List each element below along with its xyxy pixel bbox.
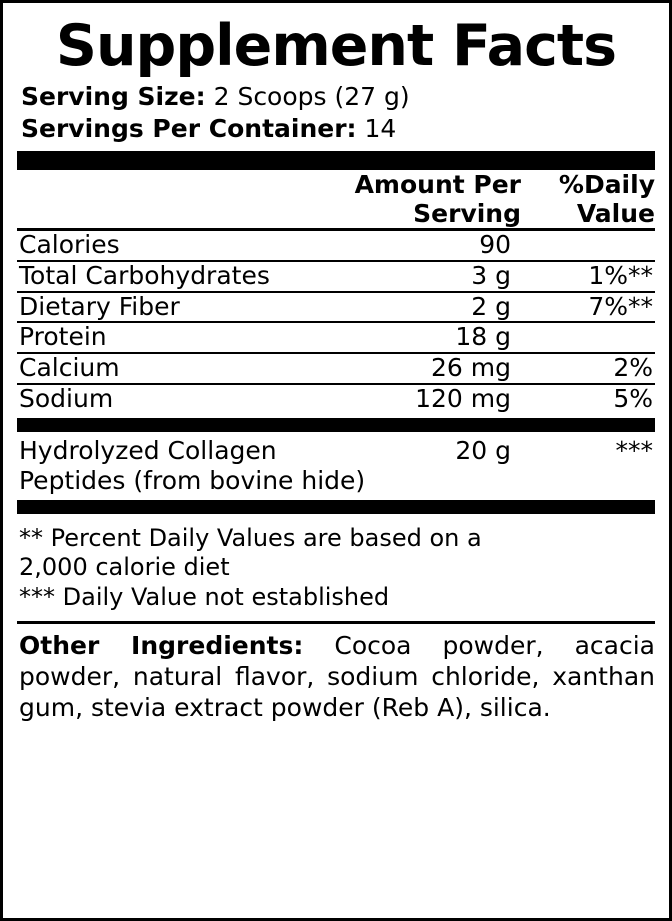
other-ingredients-label: Other Ingredients: xyxy=(19,630,304,660)
nutrient-dv: 1%** xyxy=(588,260,653,290)
nutrient-dv: 2% xyxy=(613,353,653,383)
nutrient-name: Total Carbohydrates xyxy=(19,260,270,290)
table-row xyxy=(17,292,655,323)
bottom-spacer xyxy=(17,723,655,912)
nutrient-amount: 18 g xyxy=(455,322,512,352)
nutrient-amount: 26 mg xyxy=(431,353,512,383)
servings-per-container-value: 14 xyxy=(364,113,397,143)
proprietary-dv: *** xyxy=(615,435,653,465)
nutrient-name: Sodium xyxy=(19,383,114,413)
page-title: Supplement Facts xyxy=(55,13,617,79)
proprietary-name-continued: Peptides (from bovine hide) xyxy=(19,465,366,495)
other-ingredients xyxy=(19,630,655,723)
table-row xyxy=(17,436,655,466)
nutrient-name: Protein xyxy=(19,322,107,352)
nutrient-dv xyxy=(521,230,655,261)
nutrient-name: Calories xyxy=(19,230,120,260)
daily-value-header: %Daily Value xyxy=(558,170,655,229)
proprietary-table xyxy=(17,436,655,466)
footnotes xyxy=(19,524,655,613)
header-spacer xyxy=(17,170,336,230)
table-header-row xyxy=(17,170,655,230)
footnote-line: *** Daily Value not established xyxy=(19,583,390,612)
table-row xyxy=(17,322,655,353)
header-divider-bar xyxy=(17,151,655,170)
nutrient-dv xyxy=(521,322,655,353)
other-ingredients-value: Cocoa powder, acacia powder, natural flavor, sodium chloride, xanthan gum, stevia extract powder (Reb A), silica. xyxy=(19,630,655,722)
nutrient-dv: 7%** xyxy=(588,291,653,321)
footnote-line: ** Percent Daily Values are based on a xyxy=(19,523,482,552)
nutrient-name: Dietary Fiber xyxy=(19,291,180,321)
nutrient-amount: 90 xyxy=(479,230,512,260)
proprietary-amount: 20 g xyxy=(455,435,512,465)
serving-size-line xyxy=(21,81,655,113)
table-row xyxy=(17,353,655,384)
nutrition-table xyxy=(17,170,655,414)
other-ingredients-divider xyxy=(17,621,655,624)
nutrient-name: Calcium xyxy=(19,353,120,383)
amount-per-serving-header: Amount Per Serving xyxy=(354,170,522,229)
servings-per-container-label: Servings Per Container: xyxy=(21,113,357,143)
serving-size-label: Serving Size: xyxy=(21,82,206,112)
nutrient-amount: 3 g xyxy=(471,260,512,290)
proprietary-bottom-bar xyxy=(17,500,655,514)
nutrient-dv: 5% xyxy=(613,383,653,413)
table-row xyxy=(17,384,655,414)
servings-per-container-line xyxy=(21,113,655,145)
proprietary-name: Hydrolyzed Collagen xyxy=(19,435,277,465)
serving-size-value: 2 Scoops (27 g) xyxy=(213,82,410,112)
nutrient-amount: 2 g xyxy=(471,291,512,321)
nutrient-amount: 120 mg xyxy=(415,383,512,413)
proprietary-top-bar xyxy=(17,418,655,432)
table-row xyxy=(17,230,655,261)
footnote-line: 2,000 calorie diet xyxy=(19,553,230,582)
table-row xyxy=(17,261,655,292)
